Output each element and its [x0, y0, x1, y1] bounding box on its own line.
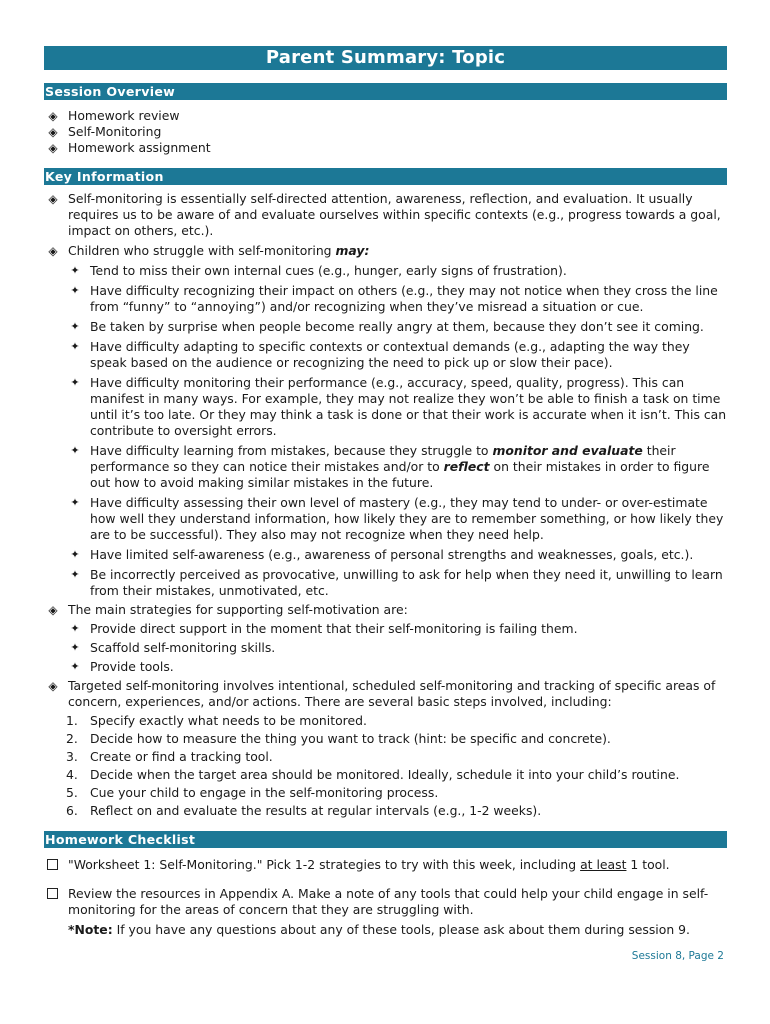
star-bullet-icon: ✦ — [70, 444, 80, 457]
numbered-step: 3. Create or find a tracking tool. — [66, 749, 273, 764]
diamond-bullet-icon: ◈ — [48, 679, 58, 693]
star-bullet-icon: ✦ — [70, 264, 80, 277]
list-item: ◈ Children who struggle with self-monitoring may: — [44, 243, 727, 259]
section-heading-homework: Homework Checklist — [44, 831, 727, 848]
diamond-bullet-icon: ◈ — [48, 109, 58, 123]
star-bullet-icon: ✦ — [70, 284, 80, 297]
sub-list-item: ✦ Have difficulty monitoring their performance (e.g., accuracy, speed, quality, progress). This can manifest in many ways. For example, they may not realize they won’t be able to finish a task on time until it’s too late. Or they may think a task is done or that their work is accurate when it isn’t. This can contribute to oversight errors. — [44, 375, 727, 439]
document-page — [44, 46, 727, 938]
overview-list — [44, 108, 727, 156]
sub-list-item: ✦ Have limited self-awareness (e.g., awareness of personal strengths and weaknesses, goals, etc.). — [44, 547, 727, 563]
star-bullet-icon: ✦ — [70, 376, 80, 389]
sub-list-item: ✦ Tend to miss their own internal cues (e.g., hunger, early signs of frustration). — [44, 263, 727, 279]
sub-list-item: ✦ Be taken by surprise when people become really angry at them, because they don’t see it coming. — [44, 319, 727, 335]
star-bullet-icon: ✦ — [70, 340, 80, 353]
sub-list-item: ✦ Have difficulty learning from mistakes, because they struggle to monitor and evaluate their performance so they can notice their mistakes and/or to reflect on their mistakes in order to figure out how to avoid making similar mistakes in the future. — [44, 443, 727, 491]
list-item: ◈ Homework assignment — [44, 140, 727, 156]
sub-list-item: ✦ Have difficulty assessing their own level of mastery (e.g., they may tend to under- or over-estimate how well they understand information, how likely they are to remember something, or how likely they are to be successful). They also may not recognize when they need help. — [44, 495, 727, 543]
diamond-bullet-icon: ◈ — [48, 244, 58, 258]
sub-list-item: ✦ Provide tools. — [44, 659, 727, 675]
list-item: ◈ Self-monitoring is essentially self-directed attention, awareness, reflection, and evaluation. It usually requires us to be aware of and evaluate ourselves within specific contexts (e.g., progress towards a goal, impact on others, etc.). — [44, 191, 727, 239]
checkbox[interactable] — [47, 859, 58, 870]
list-item: ◈ The main strategies for supporting self-motivation are: — [44, 602, 727, 618]
page-title: Parent Summary: Topic — [44, 46, 727, 70]
star-bullet-icon: ✦ — [70, 641, 80, 654]
key-information-body — [44, 191, 727, 819]
note: *Note: If you have any questions about any of these tools, please ask about them during session 9. — [68, 922, 690, 937]
checklist-item: Review the resources in Appendix A. Make a note of any tools that could help your child engage in self-monitoring for the areas of concern that they are struggling with. — [44, 886, 727, 918]
star-bullet-icon: ✦ — [70, 496, 80, 509]
section-heading-key-information: Key Information — [44, 168, 727, 185]
numbered-step: 6. Reflect on and evaluate the results at regular intervals (e.g., 1-2 weeks). — [66, 803, 542, 818]
sub-list-item: ✦ Have difficulty recognizing their impact on others (e.g., they may not notice when they cross the line from “funny” to “annoying”) and/or recognizing when they’ve misread a situation or cue. — [44, 283, 727, 315]
numbered-step: 2. Decide how to measure the thing you want to track (hint: be specific and concrete). — [66, 731, 611, 746]
homework-checklist — [44, 857, 727, 938]
sub-list-item: ✦ Provide direct support in the moment that their self-monitoring is failing them. — [44, 621, 727, 637]
diamond-bullet-icon: ◈ — [48, 125, 58, 139]
list-item: ◈ Self-Monitoring — [44, 124, 727, 140]
page-footer: Session 8, Page 2 — [631, 950, 724, 962]
diamond-bullet-icon: ◈ — [48, 192, 58, 206]
numbered-step: 1. Specify exactly what needs to be monitored. — [66, 713, 367, 728]
star-bullet-icon: ✦ — [70, 548, 80, 561]
sub-list-item: ✦ Be incorrectly perceived as provocative, unwilling to ask for help when they need it, unwilling to learn from their mistakes, unmotivated, etc. — [44, 567, 727, 599]
checklist-item: "Worksheet 1: Self-Monitoring." Pick 1-2 strategies to try with this week, including at least 1 tool. — [44, 857, 727, 873]
numbered-step: 5. Cue your child to engage in the self-monitoring process. — [66, 785, 439, 800]
list-item: ◈ Targeted self-monitoring involves intentional, scheduled self-monitoring and tracking of specific areas of concern, experiences, and/or actions. There are several basic steps involved, including: — [44, 678, 727, 710]
sub-list-item: ✦ Scaffold self-monitoring skills. — [44, 640, 727, 656]
star-bullet-icon: ✦ — [70, 622, 80, 635]
numbered-step: 4. Decide when the target area should be monitored. Ideally, schedule it into your child’s routine. — [66, 767, 680, 782]
star-bullet-icon: ✦ — [70, 660, 80, 673]
checkbox[interactable] — [47, 888, 58, 899]
sub-list-item: ✦ Have difficulty adapting to specific contexts or contextual demands (e.g., adapting the way they speak based on the audience or recognizing the need to pick up or slow their pace). — [44, 339, 727, 371]
star-bullet-icon: ✦ — [70, 568, 80, 581]
diamond-bullet-icon: ◈ — [48, 603, 58, 617]
diamond-bullet-icon: ◈ — [48, 141, 58, 155]
star-bullet-icon: ✦ — [70, 320, 80, 333]
section-heading-overview: Session Overview — [44, 83, 727, 100]
list-item: ◈ Homework review — [44, 108, 727, 124]
